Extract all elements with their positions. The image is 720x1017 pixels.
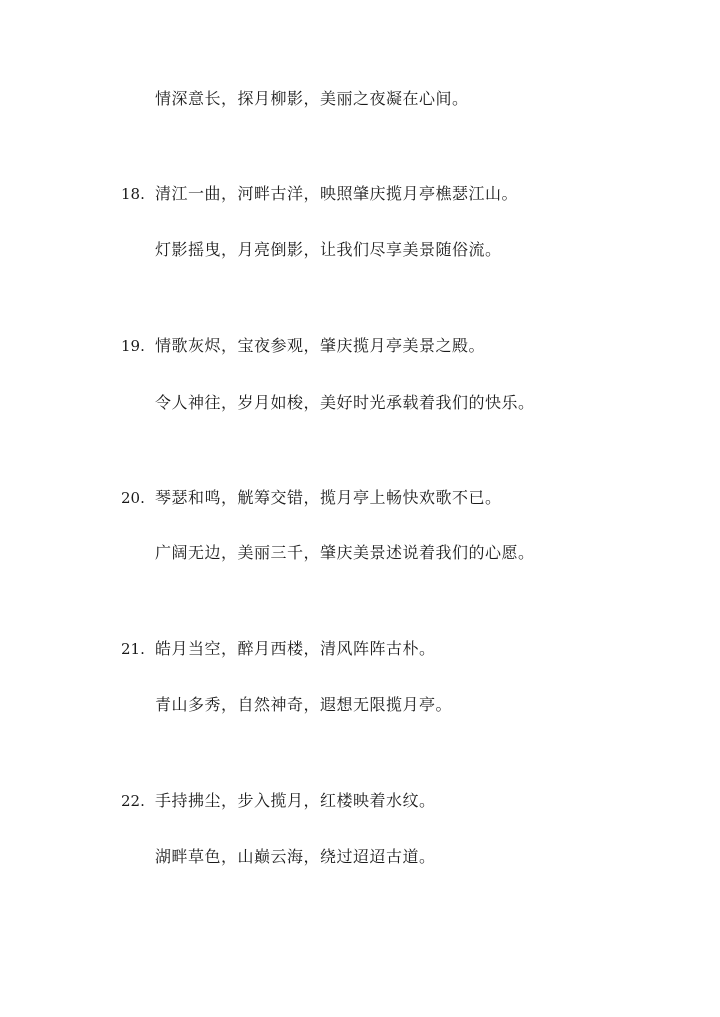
stanza-19-line-1: 情歌灰烬，宝夜参观，肇庆揽月亭美景之殿。 bbox=[155, 336, 486, 355]
stanza-18-line-2: 灯影摇曳，月亮倒影，让我们尽享美景随俗流。 bbox=[155, 240, 502, 259]
stanza-number-19: 19. bbox=[121, 337, 145, 355]
stanza-18-line-1: 清江一曲，河畔古洋，映照肇庆揽月亭樵瑟江山。 bbox=[155, 184, 519, 203]
stanza-22-line-1: 手持拂尘，步入揽月，红楼映着水纹。 bbox=[155, 791, 436, 810]
intro-line: 情深意长，探月柳影，美丽之夜凝在心间。 bbox=[155, 89, 469, 108]
stanza-20-line-1: 琴瑟和鸣，觥筹交错，揽月亭上畅快欢歌不已。 bbox=[155, 488, 502, 507]
stanza-20-line-2: 广阔无边，美丽三千，肇庆美景述说着我们的心愿。 bbox=[155, 543, 535, 562]
stanza-19-line-2: 令人神往，岁月如梭，美好时光承载着我们的快乐。 bbox=[155, 393, 535, 412]
stanza-22-line-2: 湖畔草色，山巅云海，绕过迢迢古道。 bbox=[155, 847, 436, 866]
stanza-number-21: 21. bbox=[121, 640, 145, 658]
stanza-number-20: 20. bbox=[121, 489, 145, 507]
stanza-number-18: 18. bbox=[121, 185, 145, 203]
stanza-21-line-2: 青山多秀，自然神奇，遐想无限揽月亭。 bbox=[155, 695, 453, 714]
stanza-number-22: 22. bbox=[121, 792, 145, 810]
stanza-21-line-1: 皓月当空，醉月西楼，清风阵阵古朴。 bbox=[155, 639, 436, 658]
